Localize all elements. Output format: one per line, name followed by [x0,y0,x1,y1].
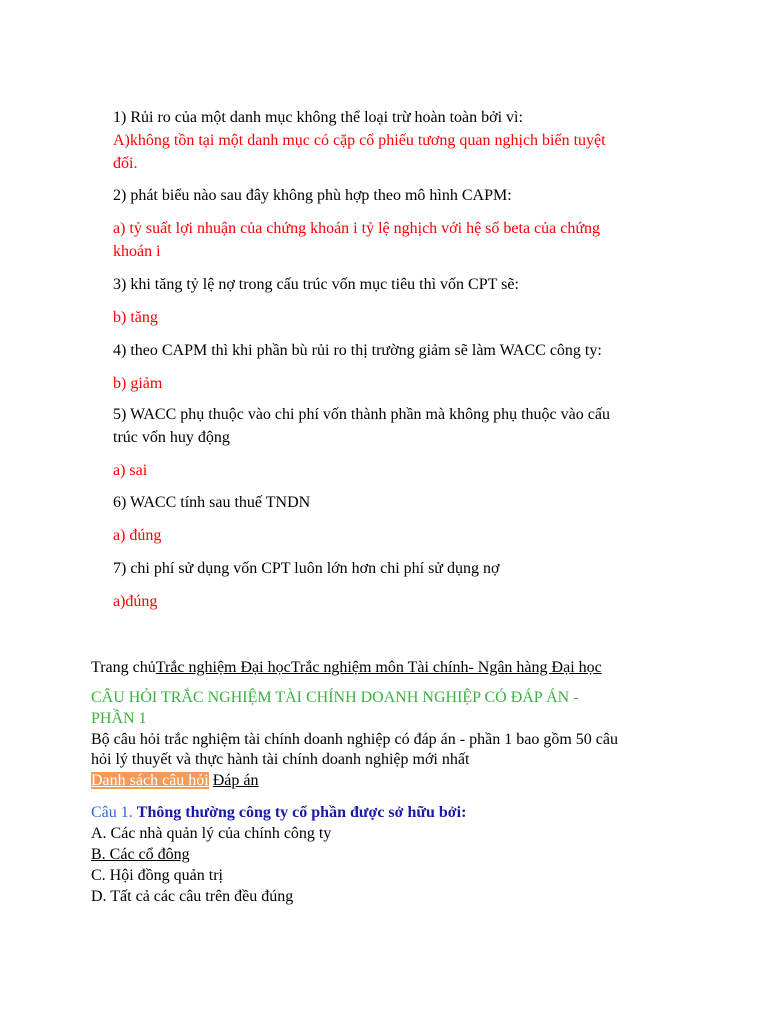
question-7: 7) chi phí sử dụng vốn CPT luôn lớn hơn chi phí sử dụng nợ [113,560,500,577]
breadcrumb-level-2[interactable]: Trắc nghiệm môn Tài chính- Ngân hàng Đại học [290,659,602,676]
article-title-line-1: CÂU HỎI TRẮC NGHIỆM TÀI CHÍNH DOANH NGHIỆP CÓ ĐÁP ÁN - [91,689,579,706]
answer-6: a) đúng [113,527,162,544]
quiz-option-d[interactable]: D. Tất cả các câu trên đều đúng [91,888,294,905]
breadcrumb-level-1[interactable]: Trắc nghiệm Đại học [155,659,291,676]
question-3: 3) khi tăng tỷ lệ nợ trong cấu trúc vốn mục tiêu thì vốn CPT sẽ: [113,276,519,293]
question-5-line-2: trúc vốn huy động [113,429,230,446]
quiz-option-a[interactable]: A. Các nhà quản lý của chính công ty [91,825,332,842]
answer-4: b) giảm [113,375,163,392]
article-title-line-2: PHẦN 1 [91,710,147,727]
tab-question-list[interactable]: Danh sách câu hỏi [91,772,209,789]
answer-3: b) tăng [113,309,158,326]
question-6: 6) WACC tính sau thuế TNDN [113,494,311,511]
quiz-question-1 [91,802,466,823]
question-4: 4) theo CAPM thì khi phần bù rủi ro thị trường giảm sẽ làm WACC công ty: [113,342,602,359]
answer-7: a)đúng [113,593,158,610]
question-1: 1) Rủi ro của một danh mục không thể loại trừ hoàn toàn bởi vì: [113,109,523,126]
article-description-line-2: hỏi lý thuyết và thực hành tài chính doanh nghiệp mới nhất [91,751,470,768]
answer-2-line-1: a) tỷ suất lợi nhuận của chứng khoán i tỷ lệ nghịch với hệ số beta của chứng [113,220,601,237]
quiz-option-b[interactable]: B. Các cổ đông [91,846,190,863]
answer-2-line-2: khoán i [113,243,161,260]
quiz-option-c[interactable]: C. Hội đồng quản trị [91,867,223,884]
quiz-question-number: Câu 1. [91,804,133,821]
breadcrumb [91,656,602,680]
question-2: 2) phát biểu nào sau đây không phù hợp theo mô hình CAPM: [113,187,512,204]
article-description-line-1: Bộ câu hỏi trắc nghiệm tài chính doanh nghiệp có đáp án - phần 1 bao gồm 50 câu [91,731,618,748]
answer-1-line-1: A)không tồn tại một danh mục có cặp cổ phiếu tương quan nghịch biến tuyệt [113,132,606,149]
article-tabs [91,770,259,791]
answer-5: a) sai [113,462,148,479]
question-5-line-1: 5) WACC phụ thuộc vào chi phí vốn thành phần mà không phụ thuộc vào cấu [113,406,610,423]
breadcrumb-home[interactable]: Trang chủ [91,659,156,676]
quiz-question-text: Thông thường công ty cổ phần được sở hữu bởi: [136,804,467,821]
answer-1-line-2: đối. [113,155,138,172]
tab-answers[interactable]: Đáp án [212,772,259,789]
